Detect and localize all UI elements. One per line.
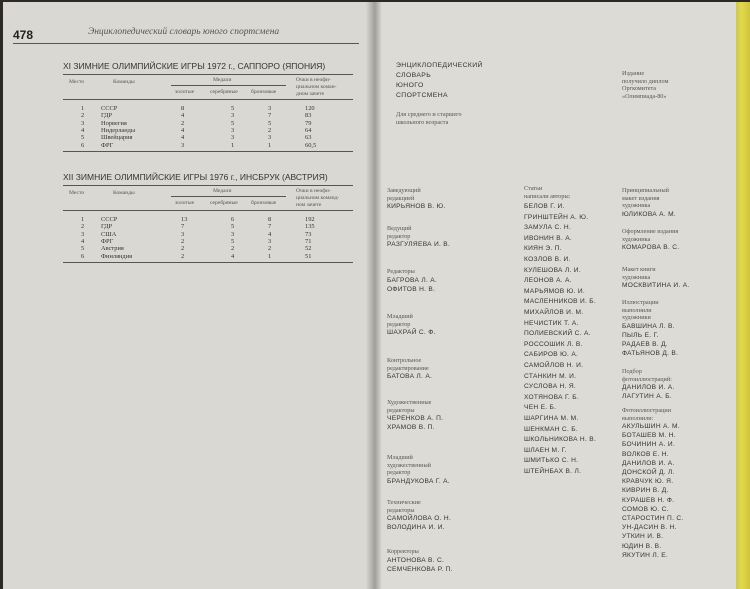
col-header-medals: Медали xyxy=(213,77,232,83)
author-name: ПОЛИЕВСКИЙ С. А. xyxy=(524,330,591,338)
credit-name: УН-ДАСИН В. Н. xyxy=(622,524,677,532)
credit-role: макет издания xyxy=(622,194,660,202)
credit-role: художника xyxy=(622,202,651,209)
col-header-gold: золотые xyxy=(175,200,195,206)
table-cell-bronze: 3 xyxy=(268,134,272,142)
credit-name: АКУЛЬШИН А. М. xyxy=(622,423,680,430)
credit-role: Подбор xyxy=(622,368,642,375)
table-title: XII ЗИМНИЕ ОЛИМПИЙСКИЕ ИГРЫ 1976 г., ИНСБРУК (АВСТРИЯ) xyxy=(63,172,328,182)
credit-name: БОТАШЕВ М. Н. xyxy=(622,432,676,440)
author-name: ШМИТЬКО С. Н. xyxy=(524,457,579,465)
table-cell-team: СССР xyxy=(101,105,118,112)
credit-name: ШАХРАЙ С. Ф. xyxy=(387,329,436,336)
author-name: СУСЛОВА Н. Я. xyxy=(524,383,577,391)
table-cell-silver: 6 xyxy=(231,216,235,223)
credit-role: Иллюстрации xyxy=(622,299,659,306)
table-cell-gold: 2 xyxy=(181,245,185,253)
table-cell-gold: 4 xyxy=(181,112,185,120)
edition-note-line: Оргкомитета xyxy=(622,85,656,92)
table-cell-bronze: 3 xyxy=(268,237,272,245)
table-cell-place: 1 xyxy=(81,105,85,112)
author-name: ШТЕЙНБАХ В. Л. xyxy=(524,468,582,475)
credit-role: художественный xyxy=(387,461,431,469)
author-name: РОССОШИК Л. В. xyxy=(524,340,583,348)
credit-role: редакторы xyxy=(387,406,415,414)
table-cell-place: 6 xyxy=(81,141,85,149)
credit-name: ЧЕРЕНКОВ А. П. xyxy=(387,415,444,422)
table-cell-place: 4 xyxy=(81,237,85,245)
author-name: КУЛЕШОВА Л. И. xyxy=(524,266,581,274)
table-cell-gold: 13 xyxy=(181,216,188,223)
table-rule-head xyxy=(63,99,353,100)
table-cell-bronze: 8 xyxy=(268,216,272,223)
col-header-points: циальном коман- xyxy=(296,84,337,90)
table-cell-gold: 7 xyxy=(181,223,185,231)
table-cell-points: 79 xyxy=(305,119,312,127)
credit-name: КУРАШЕВ Н. Ф. xyxy=(622,496,675,504)
table-cell-place: 4 xyxy=(81,126,85,134)
edition-note-line: Издание xyxy=(622,70,645,77)
book-title-line: ЮНОГО xyxy=(396,82,424,89)
table-cell-place: 6 xyxy=(81,252,85,260)
table-cell-gold: 2 xyxy=(181,252,185,260)
credit-name: ДАНИЛОВ И. А. xyxy=(622,384,675,391)
col-header-points: циальном команд- xyxy=(296,195,340,201)
credit-name: БРАНДУКОВА Г. А. xyxy=(387,477,450,485)
col-header-points: ном зачете xyxy=(296,202,322,208)
edition-note-line: «Олимпиада-80» xyxy=(622,92,667,100)
author-name: ГРИНШТЕЙН А. Ю. xyxy=(524,213,589,221)
table-cell-points: 51 xyxy=(305,252,312,260)
credit-name: УТКИН И. В. xyxy=(622,533,664,541)
table-cell-bronze: 7 xyxy=(268,223,272,231)
author-name: ШЛАЕН М. Г. xyxy=(524,446,567,454)
table-cell-silver: 2 xyxy=(231,245,235,253)
audience-line: Для среднего и старшего xyxy=(396,111,462,118)
credit-role: выполнили xyxy=(622,306,652,314)
credit-name: СТАРОСТИН П. С. xyxy=(622,515,684,522)
table-cell-bronze: 7 xyxy=(268,112,272,120)
author-name: КОЗЛОВ В. И. xyxy=(524,256,571,263)
book-gutter xyxy=(366,2,382,589)
table-cell-bronze: 5 xyxy=(268,119,272,127)
credit-role: Фотоиллюстрации xyxy=(622,407,672,414)
author-name: ЗАМУЛА С. Н. xyxy=(524,224,572,232)
author-name: СТАНКИН М. И. xyxy=(524,372,577,380)
table-cell-place: 2 xyxy=(81,112,85,120)
credit-role: фотоиллюстраций: xyxy=(622,375,672,383)
book-title-line: СПОРТСМЕНА xyxy=(396,92,448,99)
table-cell-silver: 5 xyxy=(231,119,235,127)
col-header-bronze: бронзовые xyxy=(251,89,277,95)
credit-name: КИРЬЯНОВ В. Ю. xyxy=(387,203,446,210)
credit-name: ЯКУТИН Л. Е. xyxy=(622,551,669,559)
table-cell-silver: 5 xyxy=(231,105,235,112)
col-header-medals: Медали xyxy=(213,188,232,194)
table-rule-top xyxy=(63,74,353,75)
col-header-silver: серебряные xyxy=(210,200,238,206)
col-header-place: Место xyxy=(69,79,85,85)
table-cell-gold: 2 xyxy=(181,237,185,245)
credit-role: художники xyxy=(622,314,651,321)
author-name: МИХАЙЛОВ И. М. xyxy=(524,309,584,316)
table-rule-bottom xyxy=(63,262,353,263)
author-name: ШАРГИНА М. М. xyxy=(524,415,579,422)
author-name: САБИРОВ Ю. А. xyxy=(524,351,579,359)
table-cell-silver: 5 xyxy=(231,237,235,245)
credit-role: Статьи xyxy=(524,185,543,192)
medals-subrule xyxy=(171,85,286,86)
table-cell-points: 64 xyxy=(305,126,312,134)
table-cell-silver: 1 xyxy=(231,141,235,149)
credit-name: КОМАРОВА В. С. xyxy=(622,244,680,251)
credit-role: Оформление издания xyxy=(622,228,679,235)
table-cell-bronze: 1 xyxy=(268,141,272,149)
credit-name: ЛАГУТИН А. Б. xyxy=(622,393,672,401)
table-cell-place: 5 xyxy=(81,134,85,142)
credit-role: редакторы xyxy=(387,506,415,514)
col-header-place: Место xyxy=(69,190,85,196)
credit-name: ВОЛКОВ Е. Н. xyxy=(622,450,669,458)
table-cell-team: Нидерланды xyxy=(101,126,136,134)
credit-role: Заведующий xyxy=(387,187,421,194)
book-title-line: СЛОВАРЬ xyxy=(396,72,432,79)
credit-name: ДАНИЛОВ И. А. xyxy=(622,459,675,467)
credit-name: АНТОНОВА В. С. xyxy=(387,556,445,564)
author-name: ИВОНИН В. А. xyxy=(524,234,573,242)
table-cell-team: Финляндия xyxy=(101,252,133,260)
credit-role: редакцией xyxy=(387,194,415,202)
credit-role: Корректоры xyxy=(387,548,419,555)
page-edge xyxy=(736,2,750,589)
credit-role: Младший xyxy=(387,313,413,320)
edition-note-line: получило диплом xyxy=(622,77,669,85)
table-cell-place: 5 xyxy=(81,245,85,253)
audience-line: школьного возраста xyxy=(396,119,449,126)
credit-role: Художественные xyxy=(387,399,432,406)
credit-role: художника xyxy=(622,273,651,281)
table-cell-team: США xyxy=(101,230,117,238)
credit-name: ПЫЛЬ Е. Г. xyxy=(622,331,659,339)
credit-name: САМОЙЛОВА О. Н. xyxy=(387,515,452,522)
table-cell-points: 83 xyxy=(305,112,312,120)
credit-name: БАГРОВА Л. А. xyxy=(387,276,438,284)
table-cell-bronze: 3 xyxy=(268,105,272,112)
page-number: 478 xyxy=(13,28,34,42)
credit-role: написали авторы: xyxy=(524,192,571,200)
author-name: САМОЙЛОВ Н. И. xyxy=(524,362,584,369)
credit-role: Макет книги xyxy=(622,266,656,273)
table-cell-team: ГДР xyxy=(101,223,113,231)
table-title: XI ЗИМНИЕ ОЛИМПИЙСКИЕ ИГРЫ 1972 г., САППОРО (ЯПОНИЯ) xyxy=(63,61,326,71)
credit-name: ДОНСКОЙ Д. Л. xyxy=(622,469,675,476)
credit-name: РАЗГУЛЯЕВА И. В. xyxy=(387,241,451,248)
credit-name: СЕМЧЕНКОВА Р. П. xyxy=(387,565,453,573)
table-cell-points: 63 xyxy=(305,134,312,142)
table-rule-bottom xyxy=(63,151,353,152)
credit-role: Ведущий xyxy=(387,225,412,232)
table-cell-points: 73 xyxy=(305,230,312,238)
col-header-silver: серебряные xyxy=(210,89,238,95)
author-name: КИЯН Э. П. xyxy=(524,245,562,253)
author-name: НЕЧИСТИК Т. А. xyxy=(524,319,579,327)
running-head: Энциклопедический словарь юного спортсмена xyxy=(88,27,280,37)
credit-role: выполнили: xyxy=(622,414,654,422)
table-cell-team: Швейцария xyxy=(101,134,133,142)
credit-role: редактор xyxy=(387,232,411,240)
right-page xyxy=(373,2,742,589)
credit-name: БОЧИНИН А. И. xyxy=(622,441,675,449)
author-name: МАСЛЕННИКОВ И. Б. xyxy=(524,298,597,306)
table-cell-team: ФРГ xyxy=(101,141,114,149)
credit-role: художника xyxy=(622,235,651,243)
col-header-gold: золотые xyxy=(175,89,195,95)
credit-role: редактор xyxy=(387,469,411,476)
header-rule xyxy=(13,43,359,44)
col-header-bronze: бронзовые xyxy=(251,200,277,206)
left-page xyxy=(3,2,373,589)
table-cell-place: 3 xyxy=(81,230,85,238)
table-cell-gold: 3 xyxy=(181,141,185,149)
table-cell-bronze: 2 xyxy=(268,126,272,134)
table-cell-gold: 4 xyxy=(181,126,185,134)
table-cell-gold: 3 xyxy=(181,230,185,238)
table-cell-bronze: 4 xyxy=(268,230,272,238)
credit-name: ФАТЬЯНОВ Д. В. xyxy=(622,350,679,358)
col-header-points: Очки в неофи- xyxy=(296,77,331,83)
credit-role: Технические xyxy=(387,499,421,506)
table-cell-team: ФРГ xyxy=(101,237,114,245)
table-cell-silver: 5 xyxy=(231,223,235,231)
credit-name: СОМОВ Ю. С. xyxy=(622,505,669,513)
table-cell-silver: 3 xyxy=(231,126,235,134)
table-cell-points: 135 xyxy=(305,223,315,231)
col-header-points: дном зачете xyxy=(296,91,325,97)
author-name: МАРЬЯМОВ Ю. И. xyxy=(524,287,586,295)
credit-name: КИВРИН В. Д. xyxy=(622,487,669,495)
credit-name: ВОЛОДИНА И. И. xyxy=(387,524,445,532)
credit-name: РАДАЕВ В. Д. xyxy=(622,340,669,348)
table-rule-top xyxy=(63,185,353,186)
table-cell-points: 60,5 xyxy=(305,141,317,149)
table-cell-team: СССР xyxy=(101,216,118,223)
credit-role: Младший xyxy=(387,454,413,461)
medals-subrule xyxy=(171,196,286,197)
credit-name: КРАВЧУК Ю. Я. xyxy=(622,478,674,486)
author-name: ШЕНКМАН С. Б. xyxy=(524,425,579,433)
table-cell-team: ГДР xyxy=(101,112,113,120)
credit-name: ЮДИН В. В. xyxy=(622,542,662,550)
table-cell-gold: 2 xyxy=(181,119,185,127)
credit-role: Контрольное xyxy=(387,357,422,364)
table-cell-team: Австрия xyxy=(101,245,124,253)
credit-role: Принципиальный xyxy=(622,187,669,194)
credit-name: ХРАМОВ В. П. xyxy=(387,424,435,432)
credit-name: БАВШИНА Л. В. xyxy=(622,322,675,330)
table-cell-silver: 3 xyxy=(231,112,235,120)
table-cell-bronze: 1 xyxy=(268,252,272,260)
table-cell-bronze: 2 xyxy=(268,245,272,253)
book-title-line: ЭНЦИКЛОПЕДИЧЕСКИЙ xyxy=(396,62,483,69)
credit-name: МОСКВИТИНА И. А. xyxy=(622,282,690,289)
col-header-team: Команды xyxy=(113,79,135,85)
table-cell-points: 52 xyxy=(305,245,312,253)
credit-name: ЮЛИКОВА А. М. xyxy=(622,210,677,218)
author-name: ХОТЯНОВА Г. Б. xyxy=(524,393,580,401)
author-name: БЕЛОВ Г. И. xyxy=(524,203,565,210)
credit-role: редактирование xyxy=(387,364,429,372)
col-header-team: Команды xyxy=(113,190,135,196)
table-cell-points: 71 xyxy=(305,237,312,245)
table-cell-place: 3 xyxy=(81,119,85,127)
author-name: ШКОЛЬНИКОВА Н. В. xyxy=(524,436,597,444)
credit-name: БАТОВА Л. А. xyxy=(387,373,433,380)
table-rule-head xyxy=(63,210,353,211)
credit-role: редактор xyxy=(387,320,411,328)
table-cell-team: Норвегия xyxy=(101,119,127,127)
author-name: ЧЕН Е. Б. xyxy=(524,404,557,412)
table-cell-gold: 8 xyxy=(181,105,185,112)
table-cell-silver: 3 xyxy=(231,230,235,238)
table-cell-gold: 4 xyxy=(181,134,185,142)
table-cell-points: 192 xyxy=(305,216,315,223)
table-cell-silver: 3 xyxy=(231,134,235,142)
table-cell-place: 1 xyxy=(81,216,85,223)
table-cell-silver: 4 xyxy=(231,252,235,260)
credit-name: ОФИТОВ Н. В. xyxy=(387,285,436,293)
author-name: ЛЕОНОВ А. А. xyxy=(524,277,572,285)
credit-role: Редакторы xyxy=(387,268,415,275)
table-cell-points: 120 xyxy=(305,105,315,112)
col-header-points: Очки в неофи- xyxy=(296,188,331,194)
table-cell-place: 2 xyxy=(81,223,85,231)
